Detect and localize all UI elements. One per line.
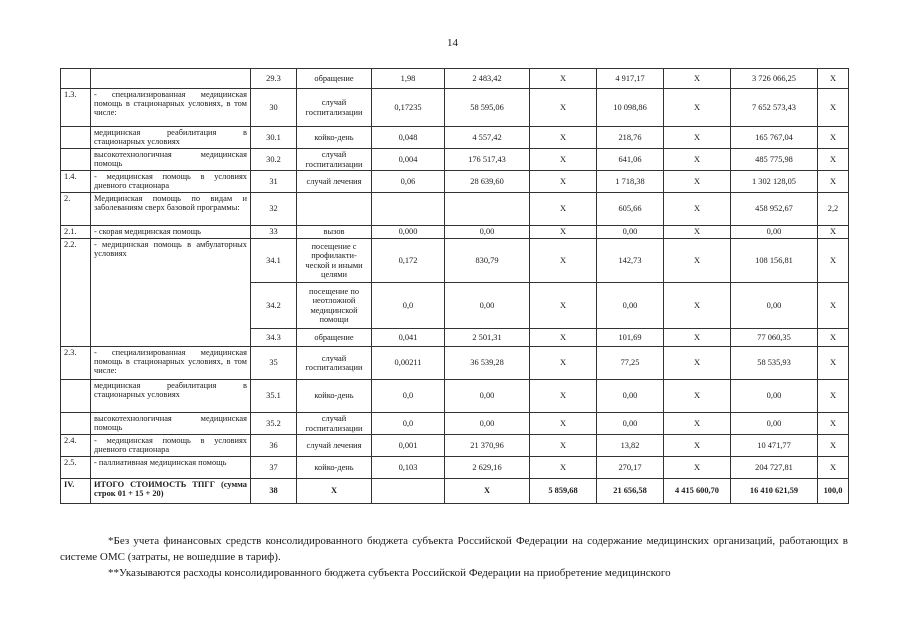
value-cell: 1 302 128,05	[731, 171, 818, 193]
cost-cell: 0,00	[445, 380, 530, 413]
unit-cell: посещение по неотложной медицинской помощи	[297, 283, 372, 329]
cost-cell: 0,00	[445, 413, 530, 435]
share-cell: Х	[818, 413, 849, 435]
value-cell: Х	[664, 239, 731, 283]
row-number	[61, 127, 91, 149]
value-cell: 3 726 066,25	[731, 69, 818, 89]
share-cell: Х	[818, 171, 849, 193]
value-cell: 16 410 621,59	[731, 479, 818, 504]
cost-cell: 176 517,43	[445, 149, 530, 171]
share-cell: Х	[818, 329, 849, 347]
cost-cell: 4 557,42	[445, 127, 530, 149]
row-number: 2.5.	[61, 457, 91, 479]
unit-cell: койко-день	[297, 127, 372, 149]
unit-cell: койко-день	[297, 457, 372, 479]
table-row	[61, 479, 849, 504]
value-cell: 77,25	[597, 347, 664, 380]
norm-cell: 0,004	[372, 149, 445, 171]
row-code: 36	[251, 435, 297, 457]
norm-cell: 0,00211	[372, 347, 445, 380]
value-cell: Х	[530, 193, 597, 226]
cost-cell: 28 639,60	[445, 171, 530, 193]
norm-cell: 0,06	[372, 171, 445, 193]
footnotes	[60, 534, 848, 582]
norm-cell	[372, 479, 445, 504]
value-cell: Х	[530, 457, 597, 479]
value-cell: 165 767,04	[731, 127, 818, 149]
unit-cell: посещение с профилакти-ческой и иными целями	[297, 239, 372, 283]
unit-cell	[297, 193, 372, 226]
norm-cell: 0,000	[372, 226, 445, 239]
unit-cell: случай госпитализации	[297, 89, 372, 127]
value-cell: Х	[530, 149, 597, 171]
footnote-2: **Указываются расходы консолидированного бюджета субъекта Российской Федерации на приобретение медицинского	[108, 566, 671, 579]
value-cell: Х	[664, 127, 731, 149]
norm-cell: 0,048	[372, 127, 445, 149]
share-cell: Х	[818, 149, 849, 171]
value-cell: 0,00	[731, 226, 818, 239]
value-cell: Х	[664, 226, 731, 239]
row-code: 35	[251, 347, 297, 380]
row-number: 1.4.	[61, 171, 91, 193]
row-code: 34.3	[251, 329, 297, 347]
row-description: Медицинская помощь по видам и заболеваниям сверх базовой программы:	[91, 193, 251, 226]
norm-cell: 0,103	[372, 457, 445, 479]
table-row	[61, 413, 849, 435]
value-cell: 0,00	[731, 283, 818, 329]
norm-cell: 0,17235	[372, 89, 445, 127]
value-cell: 4 415 600,70	[664, 479, 731, 504]
value-cell: 10 471,77	[731, 435, 818, 457]
cost-cell: 0,00	[445, 226, 530, 239]
value-cell: Х	[664, 89, 731, 127]
unit-cell: случай госпитализации	[297, 413, 372, 435]
share-cell: 2,2	[818, 193, 849, 226]
norm-cell: 0,0	[372, 283, 445, 329]
value-cell: 485 775,98	[731, 149, 818, 171]
table-row	[61, 171, 849, 193]
value-cell: Х	[664, 329, 731, 347]
table-row	[61, 127, 849, 149]
row-description	[91, 69, 251, 89]
norm-cell: 0,172	[372, 239, 445, 283]
value-cell: Х	[530, 226, 597, 239]
share-cell: 100,0	[818, 479, 849, 504]
value-cell: 58 535,93	[731, 347, 818, 380]
row-code: 29.3	[251, 69, 297, 89]
unit-cell: Х	[297, 479, 372, 504]
value-cell: 0,00	[597, 413, 664, 435]
share-cell: Х	[818, 127, 849, 149]
row-number	[61, 149, 91, 171]
value-cell: 5 859,68	[530, 479, 597, 504]
value-cell: 142,73	[597, 239, 664, 283]
value-cell: 0,00	[731, 380, 818, 413]
cost-cell: 830,79	[445, 239, 530, 283]
value-cell: Х	[664, 171, 731, 193]
row-code: 35.1	[251, 380, 297, 413]
value-cell: Х	[530, 380, 597, 413]
share-cell: Х	[818, 347, 849, 380]
value-cell: 270,17	[597, 457, 664, 479]
table-row	[61, 457, 849, 479]
row-code: 34.1	[251, 239, 297, 283]
row-code: 32	[251, 193, 297, 226]
value-cell: 0,00	[597, 283, 664, 329]
unit-cell: обращение	[297, 329, 372, 347]
value-cell: Х	[664, 457, 731, 479]
share-cell: Х	[818, 283, 849, 329]
row-code: 30	[251, 89, 297, 127]
value-cell: 77 060,35	[731, 329, 818, 347]
share-cell: Х	[818, 435, 849, 457]
row-number: 2.3.	[61, 347, 91, 380]
value-cell: Х	[664, 435, 731, 457]
unit-cell: случай лечения	[297, 171, 372, 193]
value-cell: Х	[530, 435, 597, 457]
cost-cell: 21 370,96	[445, 435, 530, 457]
cost-table	[60, 68, 849, 504]
cost-cell	[445, 193, 530, 226]
row-code: 30.2	[251, 149, 297, 171]
value-cell: Х	[530, 347, 597, 380]
value-cell: Х	[664, 347, 731, 380]
table-row	[61, 193, 849, 226]
row-description: - медицинская помощь в условиях дневного стационара	[91, 435, 251, 457]
norm-cell: 0,0	[372, 380, 445, 413]
table-row	[61, 69, 849, 89]
cost-cell: 2 501,31	[445, 329, 530, 347]
value-cell: Х	[530, 89, 597, 127]
row-description: высокотехнологичная медицинская помощь	[91, 413, 251, 435]
share-cell: Х	[818, 89, 849, 127]
cost-cell: 2 483,42	[445, 69, 530, 89]
value-cell: Х	[664, 283, 731, 329]
value-cell: Х	[664, 193, 731, 226]
table-row	[61, 347, 849, 380]
row-number: 2.1.	[61, 226, 91, 239]
value-cell: 4 917,17	[597, 69, 664, 89]
row-code: 38	[251, 479, 297, 504]
row-number: IV.	[61, 479, 91, 504]
row-code: 35.2	[251, 413, 297, 435]
value-cell: 0,00	[731, 413, 818, 435]
value-cell: 0,00	[597, 380, 664, 413]
row-description: - медицинская помощь в условиях дневного стационара	[91, 171, 251, 193]
row-description: медицинская реабилитация в стационарных условиях	[91, 380, 251, 413]
row-description: - специализированная медицинская помощь в стационарных условиях, в том числе:	[91, 89, 251, 127]
value-cell: 218,76	[597, 127, 664, 149]
norm-cell: 1,98	[372, 69, 445, 89]
value-cell: Х	[530, 283, 597, 329]
cost-cell: Х	[445, 479, 530, 504]
value-cell: Х	[530, 329, 597, 347]
value-cell: 458 952,67	[731, 193, 818, 226]
table-row	[61, 149, 849, 171]
value-cell: 10 098,86	[597, 89, 664, 127]
unit-cell: случай госпитализации	[297, 347, 372, 380]
unit-cell: вызов	[297, 226, 372, 239]
row-number: 1.3.	[61, 89, 91, 127]
norm-cell: 0,0	[372, 413, 445, 435]
cost-cell: 58 595,06	[445, 89, 530, 127]
share-cell: Х	[818, 239, 849, 283]
unit-cell: случай лечения	[297, 435, 372, 457]
row-description: ИТОГО СТОИМОСТЬ ТПГГ (сумма строк 01 + 15 + 20)	[91, 479, 251, 504]
row-code: 33	[251, 226, 297, 239]
row-number	[61, 380, 91, 413]
value-cell: 1 718,38	[597, 171, 664, 193]
row-number: 2.4.	[61, 435, 91, 457]
norm-cell: 0,041	[372, 329, 445, 347]
share-cell: Х	[818, 380, 849, 413]
unit-cell: обращение	[297, 69, 372, 89]
value-cell: 0,00	[597, 226, 664, 239]
value-cell: 101,69	[597, 329, 664, 347]
row-description: - скорая медицинская помощь	[91, 226, 251, 239]
row-code: 30.1	[251, 127, 297, 149]
row-number	[61, 413, 91, 435]
value-cell: 605,66	[597, 193, 664, 226]
share-cell: Х	[818, 69, 849, 89]
cost-cell: 2 629,16	[445, 457, 530, 479]
footnote-1: *Без учета финансовых средств консолидированного бюджета субъекта Российской Федерации на содержание медицинских организаций, работающих в системе ОМС (затраты, не вошедшие в тариф).	[60, 535, 848, 563]
value-cell: 641,06	[597, 149, 664, 171]
value-cell: Х	[530, 171, 597, 193]
value-cell: Х	[530, 239, 597, 283]
value-cell: Х	[664, 380, 731, 413]
row-description: - специализированная медицинская помощь в стационарных условиях, в том числе:	[91, 347, 251, 380]
value-cell: Х	[664, 69, 731, 89]
row-number: 2.2.	[61, 239, 91, 347]
value-cell: 21 656,58	[597, 479, 664, 504]
table-row	[61, 435, 849, 457]
value-cell: Х	[664, 149, 731, 171]
row-number: 2.	[61, 193, 91, 226]
page-number: 14	[447, 37, 458, 49]
norm-cell	[372, 193, 445, 226]
table-row	[61, 239, 849, 283]
share-cell: Х	[818, 226, 849, 239]
value-cell: 13,82	[597, 435, 664, 457]
cost-cell: 0,00	[445, 283, 530, 329]
row-description: - медицинская помощь в амбулаторных условиях	[91, 239, 251, 347]
value-cell: Х	[530, 413, 597, 435]
row-description: высокотехнологичная медицинская помощь	[91, 149, 251, 171]
row-number	[61, 69, 91, 89]
table-row	[61, 226, 849, 239]
cost-cell: 36 539,28	[445, 347, 530, 380]
table-row	[61, 380, 849, 413]
table-row	[61, 89, 849, 127]
row-code: 34.2	[251, 283, 297, 329]
row-description: медицинская реабилитация в стационарных условиях	[91, 127, 251, 149]
row-description: - паллиативная медицинская помощь	[91, 457, 251, 479]
value-cell: 7 652 573,43	[731, 89, 818, 127]
norm-cell: 0,001	[372, 435, 445, 457]
value-cell: Х	[530, 127, 597, 149]
share-cell: Х	[818, 457, 849, 479]
value-cell: Х	[530, 69, 597, 89]
row-code: 31	[251, 171, 297, 193]
value-cell: Х	[664, 413, 731, 435]
value-cell: 204 727,81	[731, 457, 818, 479]
unit-cell: случай госпитализации	[297, 149, 372, 171]
value-cell: 108 156,81	[731, 239, 818, 283]
unit-cell: койко-день	[297, 380, 372, 413]
row-code: 37	[251, 457, 297, 479]
